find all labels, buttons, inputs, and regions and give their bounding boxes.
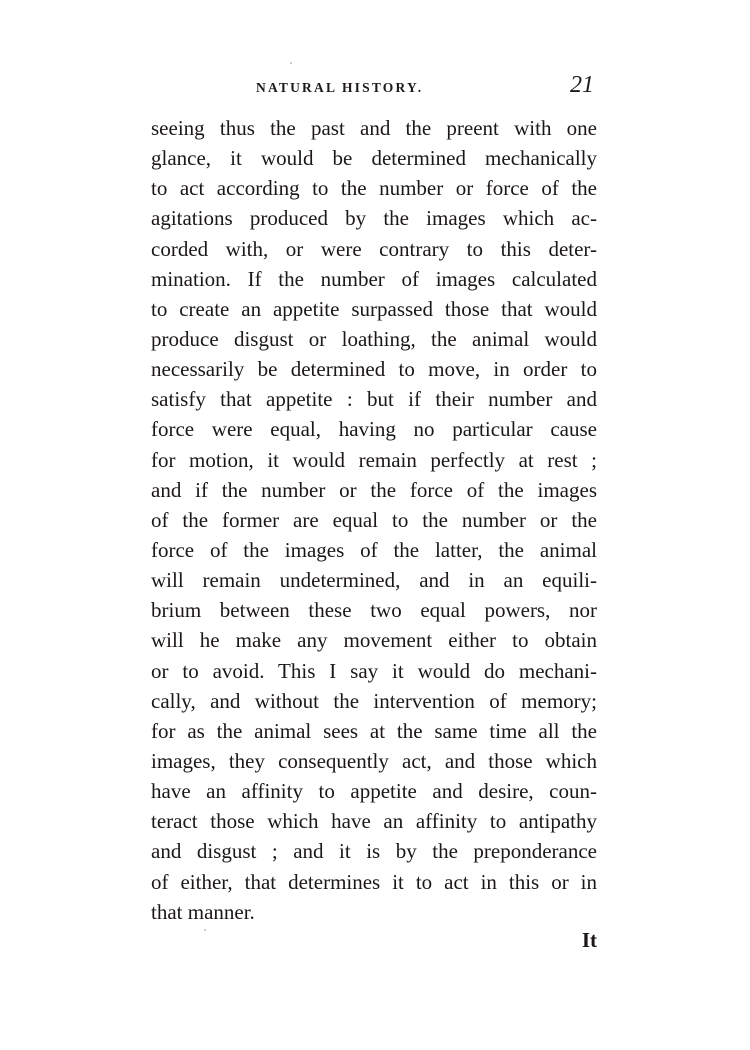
text-line: brium between these two equal powers, nor	[151, 598, 597, 623]
text-line: teract those which have an affinity to antipathy	[151, 809, 597, 834]
text-line: for motion, it would remain perfectly at rest ;	[151, 447, 597, 472]
body-text	[151, 113, 597, 927]
running-head: NATURAL HISTORY.	[256, 80, 424, 95]
text-line: produce disgust or loathing, the animal would	[151, 326, 597, 351]
text-line: necessarily be determined to move, in order to	[151, 357, 597, 382]
catchword: It	[581, 928, 597, 952]
text-line: or to avoid. This I say it would do mechani-	[151, 658, 597, 683]
text-line: and disgust ; and it is by the preponderance	[151, 839, 597, 864]
text-line: will remain undetermined, and in an equili-	[151, 568, 597, 593]
text-line: satisfy that appetite : but if their number and	[151, 387, 597, 412]
text-line: corded with, or were contrary to this deter-	[151, 236, 597, 261]
page-number: 21	[570, 72, 594, 98]
text-line: cally, and without the intervention of memory;	[151, 688, 597, 713]
text-line: to create an appetite surpassed those that would	[151, 296, 597, 321]
page-header	[150, 72, 596, 102]
text-line: seeing thus the past and the preent with one	[151, 116, 597, 140]
text-line: have an affinity to appetite and desire, coun-	[151, 779, 597, 804]
paper-speck	[290, 62, 292, 64]
text-line: will he make any movement either to obtain	[151, 628, 597, 653]
text-line: glance, it would be determined mechanically	[151, 146, 597, 171]
text-line: for as the animal sees at the same time all the	[151, 718, 597, 743]
text-line: agitations produced by the images which ac-	[151, 206, 597, 231]
text-line: and if the number or the force of the images	[151, 477, 597, 502]
text-line: images, they consequently act, and those which	[151, 748, 597, 773]
text-line: mination. If the number of images calculated	[151, 266, 597, 291]
text-line: force of the images of the latter, the animal	[151, 537, 597, 562]
text-line: to act according to the number or force of the	[151, 176, 597, 201]
paper-speck	[204, 929, 206, 931]
text-line-last: that manner.	[151, 899, 255, 924]
text-line: of the former are equal to the number or the	[151, 507, 597, 532]
text-line: of either, that determines it to act in this or in	[151, 869, 597, 894]
text-line: force were equal, having no particular cause	[151, 417, 597, 442]
